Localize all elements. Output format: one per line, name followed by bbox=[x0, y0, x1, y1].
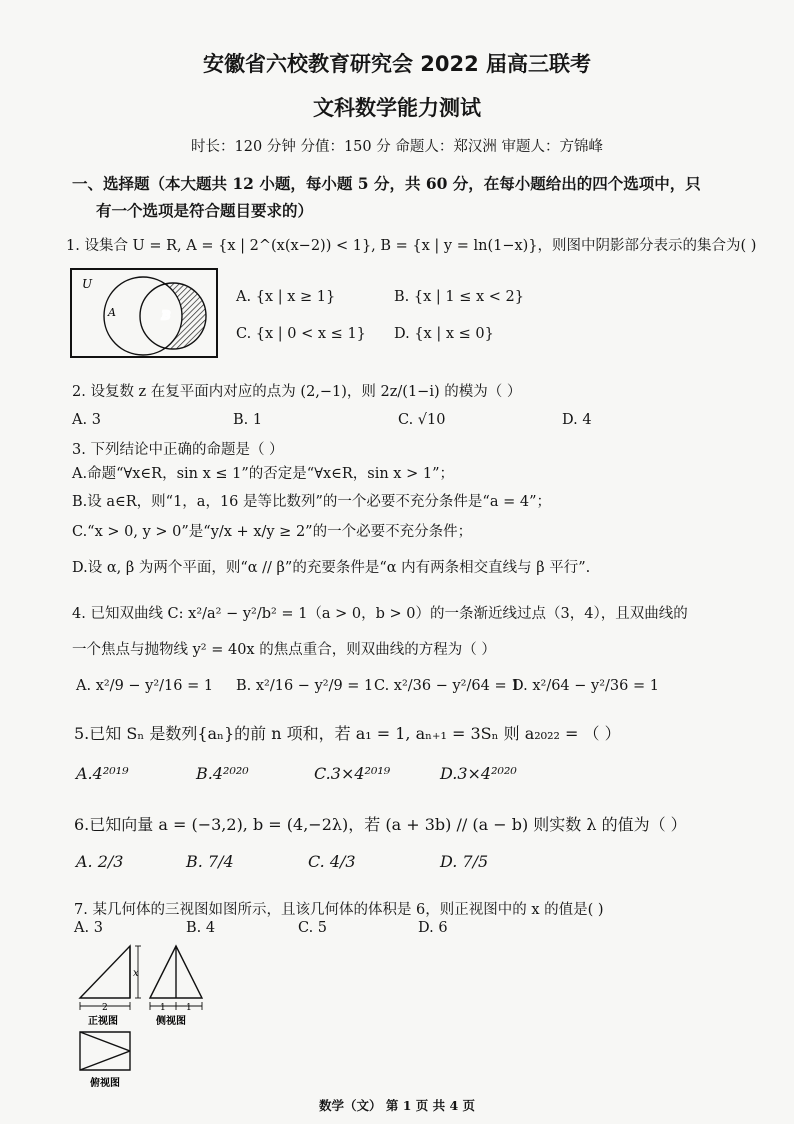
q3-option-d: D.设 α, β 为两个平面，则“α // β”的充要条件是“α 内有两条相交直线与 β 平行”. bbox=[72, 560, 591, 576]
section-heading-line1: 一、选择题（本大题共 12 小题，每小题 5 分，共 60 分，在每小题给出的四个选项中，只 bbox=[72, 174, 701, 193]
q5-option-d: D.3×4²⁰²⁰ bbox=[440, 764, 517, 783]
q7-option-d: D. 6 bbox=[418, 920, 448, 936]
q1-option-a: A. {x | x ≥ 1} bbox=[236, 289, 336, 305]
q5-stem: 5.已知 Sₙ 是数列{aₙ}的前 n 项和，若 a₁ = 1, aₙ₊₁ = 3Sₙ 则 a₂₀₂₂ = （ ） bbox=[74, 724, 621, 743]
q3-option-a: A.命题“∀x∈R，sin x ≤ 1”的否定是“∀x∈R，sin x > 1”； bbox=[72, 466, 454, 482]
venn-diagram bbox=[70, 268, 220, 360]
exam-title: 安徽省六校教育研究会 2022 届高三联考 bbox=[202, 52, 592, 76]
side-width-label-1: 1 bbox=[160, 1003, 166, 1013]
front-view-shape bbox=[80, 946, 130, 998]
exam-subtitle: 文科数学能力测试 bbox=[313, 96, 481, 120]
q1-option-b: B. {x | 1 ≤ x < 2} bbox=[394, 289, 524, 305]
front-width-label: 2 bbox=[102, 1003, 108, 1013]
q3-stem: 3. 下列结论中正确的命题是（ ） bbox=[72, 442, 284, 458]
q7-option-a: A. 3 bbox=[74, 920, 103, 936]
front-view-label: 正视图 bbox=[88, 1016, 118, 1027]
q7-option-c: C. 5 bbox=[298, 920, 328, 936]
q3-option-c: C.“x > 0, y > 0”是“y/x + x/y ≥ 2”的一个必要不充分条件； bbox=[72, 524, 473, 540]
page-footer: 数学（文） 第 1 页 共 4 页 bbox=[318, 1098, 475, 1113]
three-views-figure bbox=[72, 940, 222, 1090]
section-heading bbox=[72, 170, 701, 224]
section-heading-line2: 有一个选项是符合题目要求的） bbox=[96, 201, 314, 220]
q2-option-c: C. √10 bbox=[398, 412, 446, 428]
side-view-label: 侧视图 bbox=[156, 1016, 186, 1027]
q6-option-a: A. 2/3 bbox=[76, 852, 124, 871]
q6-option-b: B. 7/4 bbox=[186, 852, 234, 871]
q5-option-a: A.4²⁰¹⁹ bbox=[76, 764, 129, 783]
q2-option-d: D. 4 bbox=[562, 412, 592, 428]
q4-option-b: B. x²/16 − y²/9 = 1 bbox=[236, 678, 374, 694]
q1-stem: 1. 设集合 U = R, A = {x | 2^(x(x−2)) < 1}, B = {x | y = ln(1−x)}，则图中阴影部分表示的集合为( ) bbox=[66, 238, 757, 254]
q4-option-d: D. x²/64 − y²/36 = 1 bbox=[512, 678, 659, 694]
q2-stem: 2. 设复数 z 在复平面内对应的点为 (2,−1)，则 2z/(1−i) 的模为（ ） bbox=[72, 384, 522, 400]
q3-option-b: B.设 a∈R，则“1，a，16 是等比数列”的一个必要不充分条件是“a = 4”； bbox=[72, 494, 551, 510]
q5-option-c: C.3×4²⁰¹⁹ bbox=[314, 764, 391, 783]
q6-stem: 6.已知向量 a = (−3,2), b = (4,−2λ)，若 (a + 3b) // (a − b) 则实数 λ 的值为（ ） bbox=[74, 815, 687, 834]
q2-option-a: A. 3 bbox=[72, 412, 101, 428]
q6-option-d: D. 7/5 bbox=[440, 852, 489, 871]
exam-meta: 时长：120 分钟 分值：150 分 命题人：郑汉洲 审题人：方锦峰 bbox=[191, 139, 603, 155]
x-label: x bbox=[133, 968, 139, 979]
q7-option-b: B. 4 bbox=[186, 920, 216, 936]
q4-line2: 一个焦点与抛物线 y² = 40x 的焦点重合，则双曲线的方程为（ ） bbox=[72, 642, 496, 658]
venn-label-b-halo: B bbox=[162, 309, 171, 322]
q2-option-b: B. 1 bbox=[233, 412, 263, 428]
top-view-label: 俯视图 bbox=[90, 1078, 120, 1089]
q1-option-d: D. {x | x ≤ 0} bbox=[394, 326, 494, 342]
q4-line1: 4. 已知双曲线 C: x²/a² − y²/b² = 1（a > 0，b > 0）的一条渐近线过点（3，4），且双曲线的 bbox=[72, 606, 688, 622]
top-view-shape bbox=[80, 1032, 130, 1070]
q1-option-c: C. {x | 0 < x ≤ 1} bbox=[236, 326, 366, 342]
q4-option-c: C. x²/36 − y²/64 = 1 bbox=[374, 678, 521, 694]
q5-option-b: B.4²⁰²⁰ bbox=[196, 764, 249, 783]
q4-option-a: A. x²/9 − y²/16 = 1 bbox=[76, 678, 214, 694]
q6-option-c: C. 4/3 bbox=[308, 852, 356, 871]
q7-stem: 7. 某几何体的三视图如图所示，且该几何体的体积是 6，则正视图中的 x 的值是( ) bbox=[74, 902, 604, 918]
side-width-label-2: 1 bbox=[186, 1003, 192, 1013]
venn-label-a: A bbox=[108, 306, 116, 319]
venn-label-u: U bbox=[82, 277, 93, 291]
